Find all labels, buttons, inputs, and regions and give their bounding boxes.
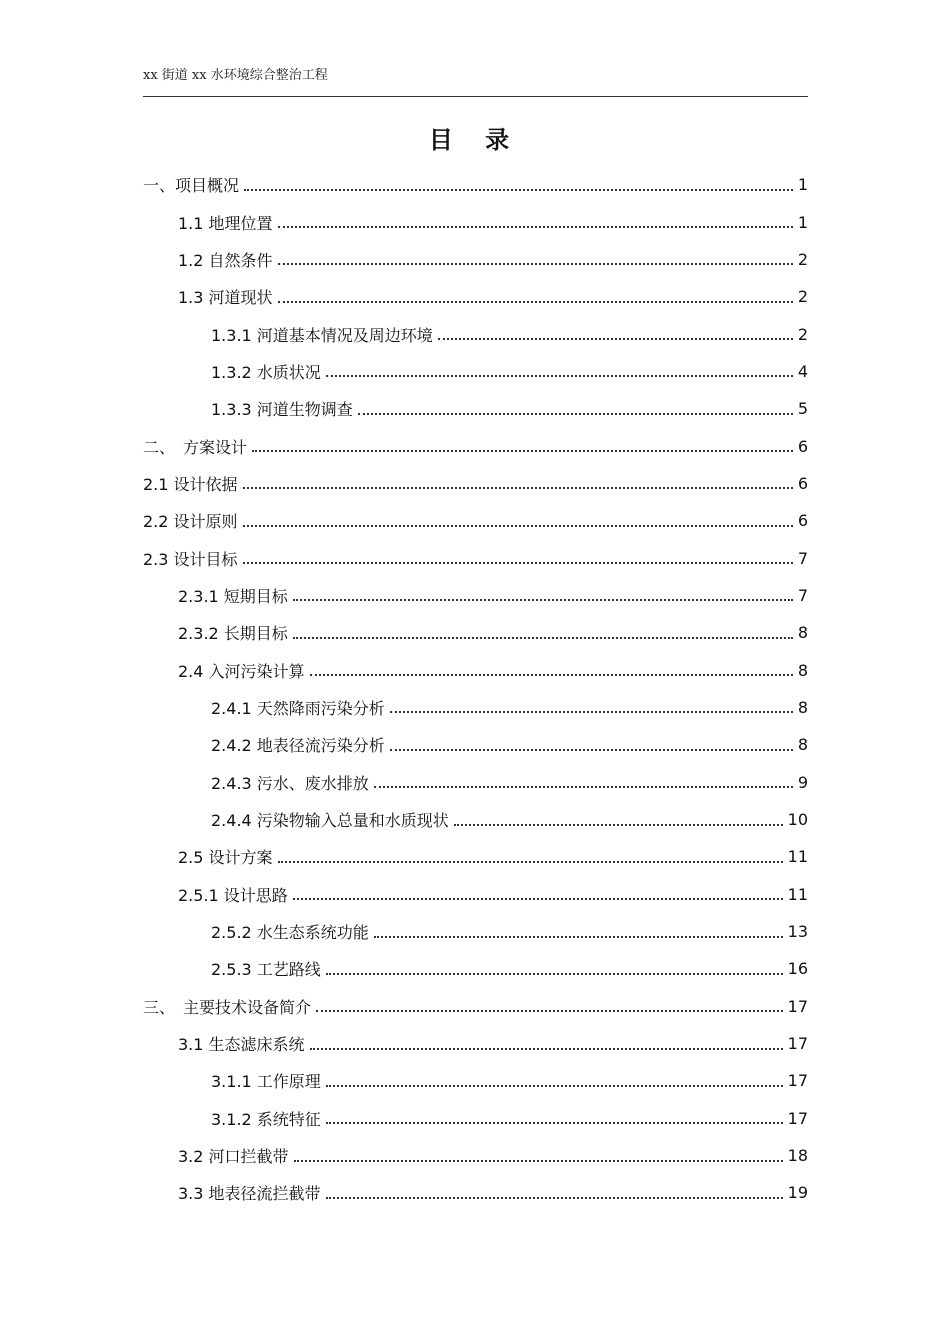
toc-entry[interactable] [143,577,808,614]
toc-dot-leader [326,1197,783,1199]
toc-dot-leader [390,749,793,751]
toc-dot-leader [326,375,793,377]
toc-entry[interactable] [143,166,808,203]
toc-entry-label[interactable]: 3.2 河口拦截带 [178,1144,291,1167]
toc-page-number: 19 [787,1183,808,1203]
toc-entry[interactable] [143,764,808,801]
toc-entry-label[interactable]: 3.1.2 系统特征 [211,1107,323,1130]
toc-page-number: 7 [797,548,808,568]
toc-entry[interactable] [143,726,808,763]
toc-entry-label[interactable]: 一、项目概况 [143,173,241,196]
toc-entry-label[interactable]: 2.5.2 水生态系统功能 [211,920,371,943]
toc-page-number: 10 [787,810,808,830]
toc-dot-leader [244,189,793,191]
toc-entry-label[interactable]: 3.1 生态滤床系统 [178,1032,307,1055]
toc-entry-label[interactable]: 2.5.1 设计思路 [178,883,290,906]
toc-dot-leader [326,973,783,975]
toc-entry[interactable] [143,203,808,240]
toc-entry[interactable] [143,241,808,278]
toc-entry-label[interactable]: 2.5 设计方案 [178,845,275,868]
toc-entry[interactable] [143,278,808,315]
toc-title: 目 录 [428,126,522,154]
toc-entry-label[interactable]: 2.5.3 工艺路线 [211,957,323,980]
toc-page-number: 6 [797,511,808,531]
toc-page-number: 17 [787,1034,808,1054]
toc-dot-leader [310,674,793,676]
header-divider [143,96,808,97]
toc-page-number: 7 [797,585,808,605]
toc-dot-leader [390,711,793,713]
toc-page-number: 18 [787,1146,808,1166]
toc-page-number: 11 [787,847,808,867]
toc-dot-leader [438,338,793,340]
toc-entry-label[interactable]: 2.2 设计原则 [143,509,240,532]
toc-page-number: 2 [797,249,808,269]
toc-page-number: 8 [797,623,808,643]
toc-entry-label[interactable]: 1.3.3 河道生物调查 [211,397,355,420]
toc-page-number: 8 [797,660,808,680]
toc-page-number: 1 [797,212,808,232]
toc-entry-label[interactable]: 1.3.1 河道基本情况及周边环境 [211,323,435,346]
toc-entry[interactable] [143,1174,808,1211]
toc-entry[interactable] [143,689,808,726]
toc-page-number: 16 [787,959,808,979]
toc-entry[interactable] [143,1062,808,1099]
toc-entry-label[interactable]: 2.3 设计目标 [143,547,240,570]
toc-entry[interactable] [143,1025,808,1062]
toc-dot-leader [326,1085,783,1087]
toc-entry[interactable] [143,465,808,502]
toc-entry-label[interactable]: 3.1.1 工作原理 [211,1069,323,1092]
toc-entry-label[interactable]: 2.4.1 天然降雨污染分析 [211,696,387,719]
toc-entry-label[interactable]: 2.3.1 短期目标 [178,584,290,607]
toc-dot-leader [243,562,793,564]
toc-dot-leader [243,487,793,489]
toc-dot-leader [358,413,793,415]
toc-page-number: 17 [787,996,808,1016]
page-header: xx 街道 xx 水环境综合整治工程 [143,68,328,83]
toc-dot-leader [252,450,793,452]
toc-page-number: 2 [797,287,808,307]
toc-entry[interactable] [143,913,808,950]
toc-dot-leader [293,637,793,639]
toc-entry-label[interactable]: 2.3.2 长期目标 [178,621,290,644]
toc-page-number: 13 [787,922,808,942]
toc-entry-label[interactable]: 2.4.4 污染物输入总量和水质现状 [211,808,451,831]
toc-entry[interactable] [143,801,808,838]
toc-page-number: 17 [787,1108,808,1128]
toc-entry[interactable] [143,1100,808,1137]
toc-page-number: 2 [797,324,808,344]
toc-page-number: 9 [797,772,808,792]
toc-entry-label[interactable]: 1.3.2 水质状况 [211,360,323,383]
toc-entry[interactable] [143,614,808,651]
toc-dot-leader [278,861,783,863]
toc-entry[interactable] [143,988,808,1025]
toc-entry-label[interactable]: 3.3 地表径流拦截带 [178,1181,323,1204]
toc-page-number: 5 [797,399,808,419]
toc-dot-leader [278,263,793,265]
toc-entry[interactable] [143,502,808,539]
toc-dot-leader [374,936,783,938]
toc-entry-label[interactable]: 1.3 河道现状 [178,285,275,308]
toc-dot-leader [293,898,783,900]
toc-dot-leader [294,1160,783,1162]
toc-entry[interactable] [143,390,808,427]
toc-page-number: 6 [797,473,808,493]
toc-entry-label[interactable]: 1.1 地理位置 [178,211,275,234]
toc-page-number: 4 [797,361,808,381]
toc-entry[interactable] [143,950,808,987]
toc-entry-label[interactable]: 二、 方案设计 [143,435,249,458]
toc-page-number: 6 [797,436,808,456]
toc-dot-leader [454,824,783,826]
toc-entry-label[interactable]: 2.4.3 污水、废水排放 [211,771,371,794]
toc-dot-leader [310,1048,783,1050]
toc-entry-label[interactable]: 2.4.2 地表径流污染分析 [211,733,387,756]
table-of-contents [143,166,808,1212]
toc-entry-label[interactable]: 三、 主要技术设备简介 [143,995,313,1018]
toc-entry[interactable] [143,838,808,875]
toc-entry-label[interactable]: 2.1 设计依据 [143,472,240,495]
toc-entry[interactable] [143,651,808,688]
toc-entry[interactable] [143,353,808,390]
toc-entry[interactable] [143,539,808,576]
toc-page-number: 1 [797,175,808,195]
toc-dot-leader [316,1010,783,1012]
toc-dot-leader [326,1122,783,1124]
toc-entry-label[interactable]: 1.2 自然条件 [178,248,275,271]
toc-page-number: 11 [787,884,808,904]
toc-page-number: 8 [797,697,808,717]
toc-dot-leader [374,786,793,788]
toc-entry-label[interactable]: 2.4 入河污染计算 [178,659,307,682]
toc-dot-leader [278,301,793,303]
toc-page-number: 8 [797,735,808,755]
toc-entry[interactable] [143,1137,808,1174]
toc-dot-leader [278,226,793,228]
toc-page-number: 17 [787,1071,808,1091]
toc-entry[interactable] [143,315,808,352]
toc-entry[interactable] [143,427,808,464]
toc-dot-leader [243,525,793,527]
toc-dot-leader [293,599,793,601]
toc-entry[interactable] [143,876,808,913]
